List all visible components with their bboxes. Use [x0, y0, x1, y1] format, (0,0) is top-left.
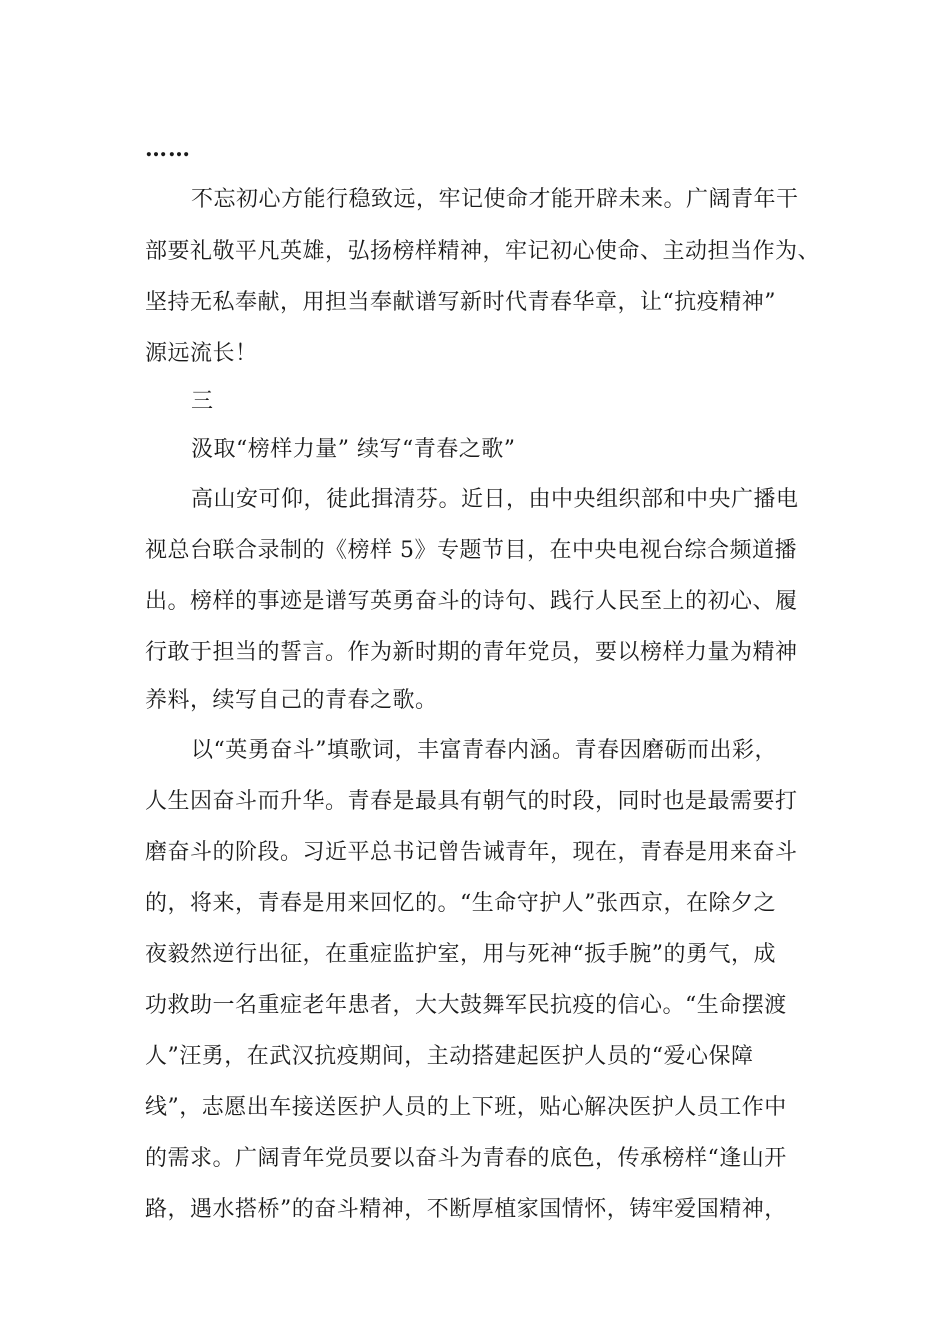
paragraph-line: 的需求。广阔青年党员要以奋斗为青春的底色，传承榜样“逢山开 — [145, 1146, 787, 1171]
section-title: 汲取“榜样力量” 续写“青春之歌” — [191, 437, 516, 462]
paragraph-line: 源远流长！ — [145, 341, 258, 366]
paragraph-line: 以“英勇奋斗”填歌词，丰富青春内涵。青春因磨砺而出彩， — [191, 738, 777, 763]
paragraph-line: 的，将来，青春是用来回忆的。“生命守护人”张西京，在除夕之 — [145, 891, 776, 916]
paragraph-line: 人”汪勇，在武汉抗疫期间，主动搭建起医护人员的“爱心保障 — [145, 1044, 754, 1069]
paragraph-line: 功救助一名重症老年患者，大大鼓舞军民抗疫的信心。“生命摆渡 — [145, 993, 787, 1018]
paragraph-line: 行敢于担当的誓言。作为新时期的青年党员，要以榜样力量为精神 — [145, 640, 798, 665]
paragraph-line: 高山安可仰，徒此揖清芬。近日，由中央组织部和中央广播电 — [191, 487, 799, 512]
paragraph-line: 视总台联合录制的《榜样 5》专题节目，在中央电视台综合频道播 — [145, 538, 797, 563]
paragraph-line: 不忘初心方能行稳致远，牢记使命才能开辟未来。广阔青年干 — [191, 187, 799, 212]
paragraph-line: 坚持无私奉献，用担当奉献谱写新时代青春华章，让“抗疫精神” — [145, 290, 776, 315]
paragraph-line: 部要礼敬平凡英雄，弘扬榜样精神，牢记初心使命、主动担当作为、 — [145, 239, 821, 264]
paragraph-line: 线”，志愿出车接送医护人员的上下班，贴心解决医护人员工作中 — [145, 1095, 787, 1120]
paragraph-line: 人生因奋斗而升华。青春是最具有朝气的时段，同时也是最需要打 — [145, 789, 798, 814]
ellipsis: …… — [145, 136, 191, 162]
paragraph-line: 出。榜样的事迹是谱写英勇奋斗的诗句、践行人民至上的初心、履 — [145, 589, 798, 614]
paragraph-line: 路，遇水搭桥”的奋斗精神，不断厚植家国情怀，铸牢爱国精神， — [145, 1197, 787, 1222]
paragraph-line: 夜毅然逆行出征，在重症监护室，用与死神“扳手腕”的勇气，成 — [145, 942, 776, 967]
paragraph-line: 养料，续写自己的青春之歌。 — [145, 688, 438, 713]
paragraph-line: 磨奋斗的阶段。习近平总书记曾告诫青年，现在，青春是用来奋斗 — [145, 840, 798, 865]
section-number: 三 — [191, 389, 214, 414]
